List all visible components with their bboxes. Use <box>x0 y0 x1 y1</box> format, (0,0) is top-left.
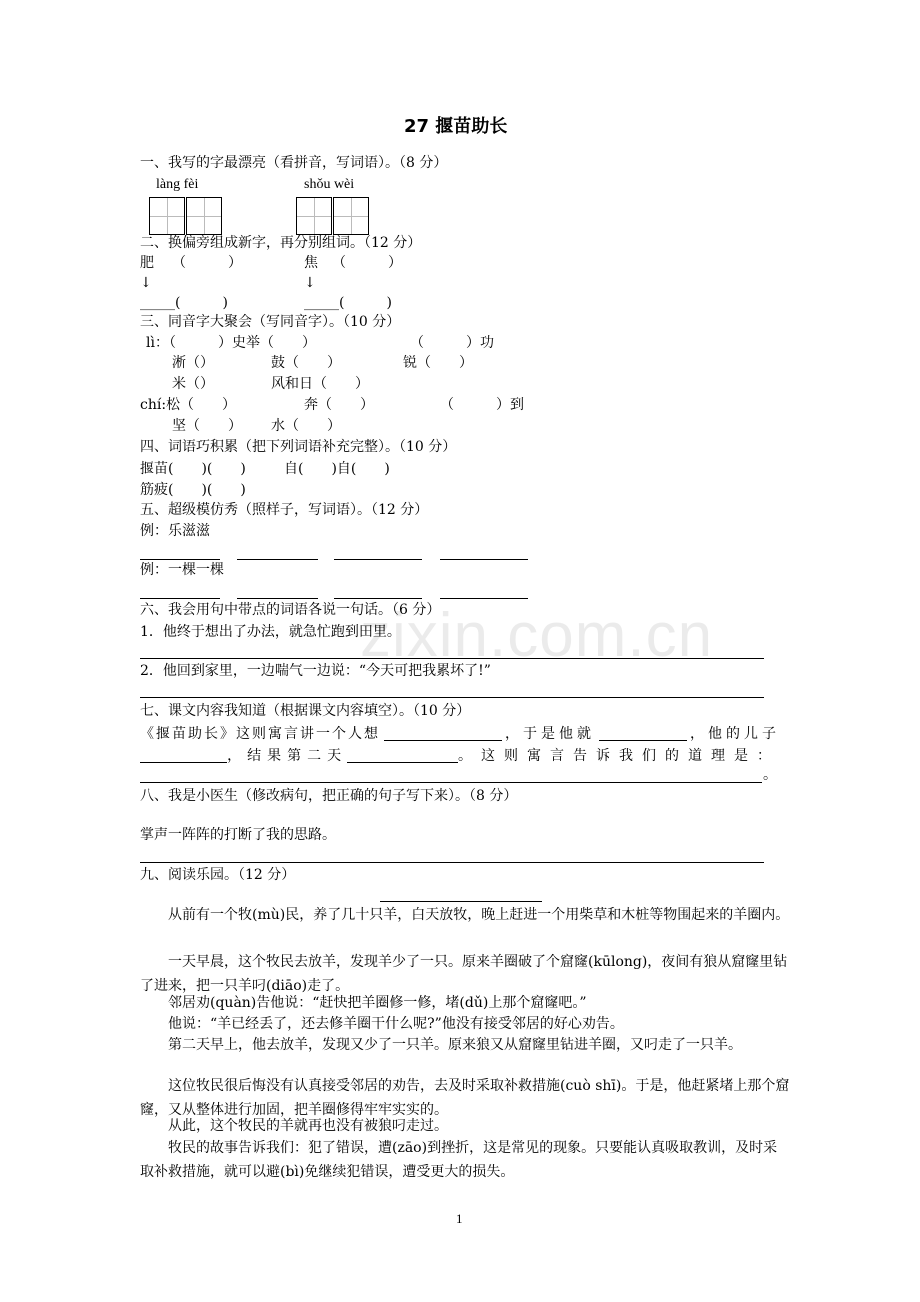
reading-paragraph-2: 一天早晨，这个牧民去放羊，发现羊少了一只。原来羊圈破了个窟窿(kūlong)，夜间有狼从窟窿里钻了进来，把一只羊叼(diāo)走了。 <box>140 954 788 994</box>
reading-paragraph-5: 第二天早上，他去放羊，发现又少了一只羊。原来狼又从窟窿里钻进羊圈，又叼走了一只羊。 <box>168 1037 742 1053</box>
s3-row2-a: 淅（） <box>172 355 214 371</box>
writing-box[interactable] <box>296 197 332 235</box>
answer-line[interactable] <box>237 559 318 560</box>
answer-line[interactable] <box>140 697 764 698</box>
answer-line[interactable] <box>140 598 220 599</box>
s5-example-1: 例：乐滋滋 <box>140 523 210 539</box>
s4-word-2: 自( )自( ) <box>284 461 390 477</box>
section-7-heading: 七、课文内容我知道（根据课文内容填空）。（10 分） <box>140 703 471 719</box>
s7-text-1c: ，他的儿子 <box>690 726 780 742</box>
s2-paren-2: （ ） <box>332 255 402 271</box>
arrow-down-icon: ↓ <box>304 275 316 291</box>
s4-word-3: 筋疲( )( ) <box>140 482 246 498</box>
reading-paragraph-7: 从此，这个牧民的羊就再也没有被狼叼走过。 <box>168 1118 448 1134</box>
section-3-heading: 三、同音字大聚会（写同音字）。（10 分） <box>140 314 401 330</box>
section-6-heading: 六、我会用句中带点的词语各说一句话。（6 分） <box>140 602 441 618</box>
fill-blank[interactable] <box>384 726 502 741</box>
reading-paragraph-8: 牧民的故事告诉我们：犯了错误，遭(zāo)到挫折，这是常见的现象。只要能认真吸取教训，及时采取补救措施，就可以避(bì)免继续犯错误，遭受更大的损失。 <box>140 1140 778 1180</box>
s2-fill-1[interactable]: _____( ) <box>140 295 228 311</box>
s3-row3-b: 风和日（ ） <box>271 376 369 392</box>
answer-line[interactable] <box>140 559 220 560</box>
answer-line[interactable] <box>334 598 422 599</box>
s3-row4-c: （ ）到 <box>440 397 524 413</box>
s2-paren-1: （ ） <box>172 255 242 271</box>
section-1-heading: 一、我写的字最漂亮（看拼音，写词语）。（8 分） <box>140 155 448 171</box>
section-9-heading: 九、阅读乐园。（12 分） <box>140 867 296 883</box>
s8-sentence: 掌声一阵阵的打断了我的思路。 <box>140 827 336 843</box>
answer-line[interactable] <box>140 782 762 783</box>
s7-text-2c: 。这则寓言告诉我们的道理是： <box>458 748 780 764</box>
page-number: 1 <box>456 1211 463 1226</box>
s4-word-1: 揠苗( )( ) <box>140 461 246 477</box>
answer-line[interactable] <box>334 559 422 560</box>
arrow-down-icon: ↓ <box>140 275 152 291</box>
s3-row3-a: 米（） <box>172 376 214 392</box>
reading-paragraph-3: 邻居劝(quàn)告他说：“赶快把羊圈修一修，堵(dǔ)上那个窟窿吧。” <box>168 995 587 1011</box>
s2-char-1: 肥 <box>140 255 154 271</box>
page-title: 27 揠苗助长 <box>404 116 508 137</box>
s3-row5-b: 水（ ） <box>271 418 341 434</box>
section-4-heading: 四、词语巧积累（把下列词语补充完整）。（10 分） <box>140 439 457 455</box>
s6-question-2: 2．他回到家里，一边喘气一边说：“今天可把我累坏了!” <box>140 663 491 679</box>
answer-line[interactable] <box>140 658 764 659</box>
fill-blank[interactable] <box>347 748 458 763</box>
title-blank-line[interactable] <box>380 901 542 902</box>
reading-paragraph-4: 他说：“羊已经丢了，还去修羊圈干什么呢?”他没有接受邻居的好心劝告。 <box>168 1016 624 1032</box>
fill-blank[interactable] <box>599 726 687 741</box>
writing-box[interactable] <box>149 197 185 235</box>
writing-box[interactable] <box>186 197 222 235</box>
answer-line[interactable] <box>140 862 764 863</box>
s6-question-1: 1．他终于想出了办法，就急忙跑到田里。 <box>140 624 401 640</box>
s3-row4-a: chí:松（ ） <box>140 397 237 413</box>
s7-text-2b: ，结果第二天 <box>227 748 348 764</box>
section-2-heading: 二、换偏旁组成新字，再分别组词。（12 分） <box>140 235 422 251</box>
s3-row1-b: （ ）功 <box>410 335 494 351</box>
reading-paragraph-1: 从前有一个牧(mù)民，养了几十只羊，白天放牧，晚上赶进一个用柴草和木桩等物围起来的羊圈内。 <box>168 907 790 923</box>
pinyin-2: shǒu wèi <box>304 177 355 192</box>
reading-paragraph-6: 这位牧民很后悔没有认真接受邻居的劝告，去及时采取补救措施(cuò shī)。于是，他赶紧堵上那个窟窿，又从整体进行加固，把羊圈修得牢牢实实的。 <box>140 1078 790 1118</box>
s7-line-1 <box>140 726 780 741</box>
s7-end-mark: 。 <box>763 767 777 783</box>
s7-line-2 <box>140 748 780 763</box>
fill-blank[interactable] <box>140 748 227 763</box>
watermark: zixin.com.cn <box>360 601 714 670</box>
writing-box[interactable] <box>333 197 369 235</box>
s3-row4-b: 奔（ ） <box>304 397 374 413</box>
s3-row5-a: 坚（ ） <box>172 418 242 434</box>
section-5-heading: 五、超级模仿秀（照样子，写词语）。（12 分） <box>140 502 429 518</box>
answer-line[interactable] <box>440 598 528 599</box>
s5-example-2: 例：一棵一棵 <box>140 562 224 578</box>
s2-fill-2[interactable]: _____( ) <box>304 295 392 311</box>
s7-text-1a: 《揠苗助长》这则寓言讲一个人想 <box>140 726 380 742</box>
s3-row2-b: 鼓（ ） <box>271 355 341 371</box>
s3-row2-c: 锐（ ） <box>403 355 473 371</box>
s3-row1-a: lì：（ ）史举（ ） <box>146 335 316 351</box>
section-8-heading: 八、我是小医生（修改病句，把正确的句子写下来）。（8 分） <box>140 788 518 804</box>
answer-line[interactable] <box>440 559 528 560</box>
s2-char-2: 焦 <box>304 255 318 271</box>
answer-line[interactable] <box>237 598 318 599</box>
s7-text-1b: ，于是他就 <box>505 726 595 742</box>
pinyin-1: làng fèi <box>156 177 199 192</box>
